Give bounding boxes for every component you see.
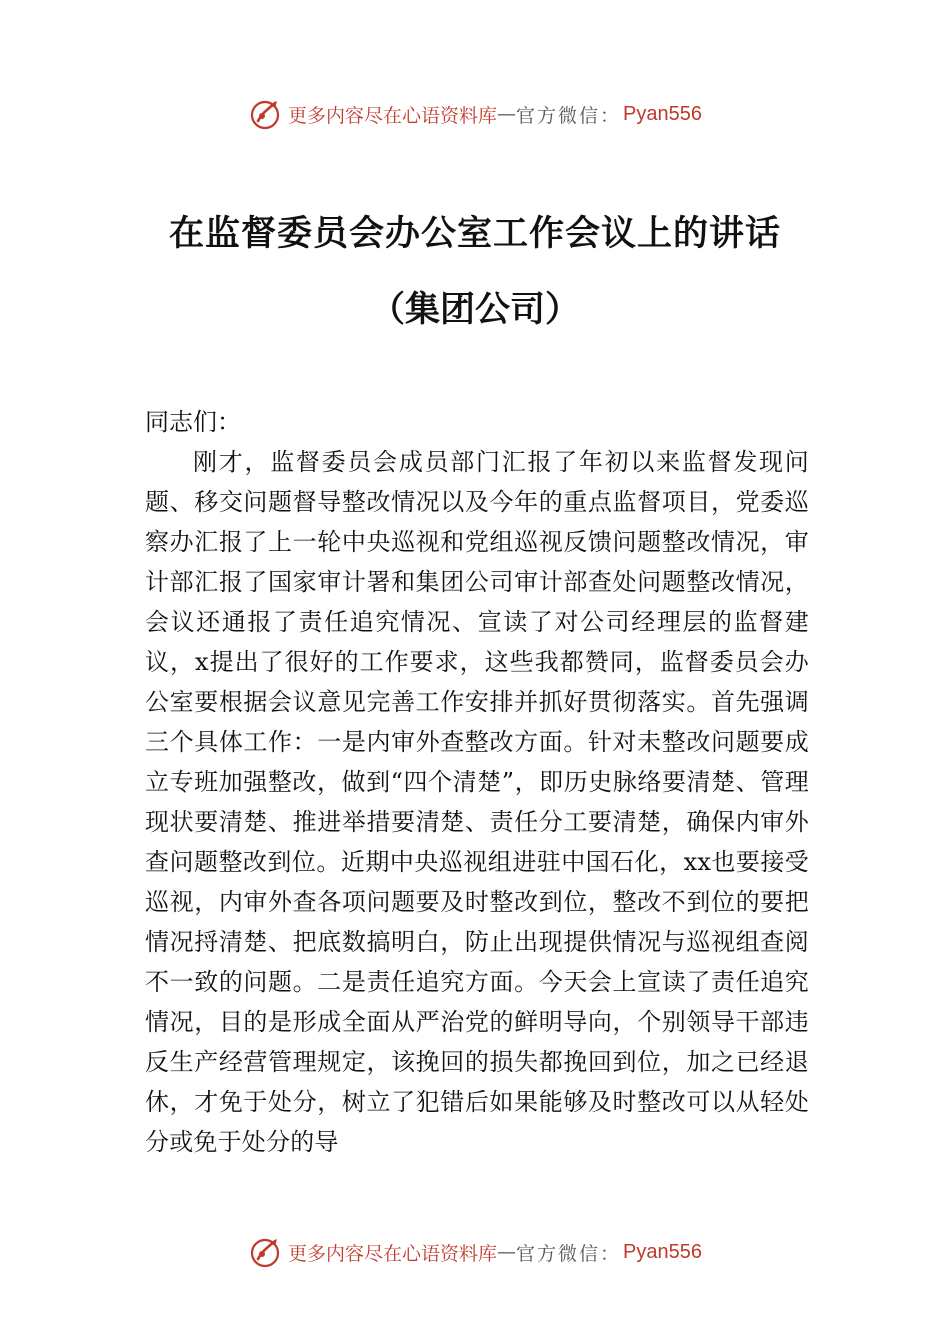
banner-slogan: 更多内容尽在心语资料库 (288, 104, 498, 127)
footer-banner (0, 1232, 950, 1272)
footer-slogan: 更多内容尽在心语资料库 (288, 1242, 498, 1265)
document-body (145, 402, 809, 1162)
footer-wechat-label: 官方微信： (516, 1242, 622, 1265)
document-title: 在监督委员会办公室工作会议上的讲话 (168, 213, 781, 254)
brand-logo-icon (248, 97, 282, 131)
banner-dash: — (497, 103, 517, 125)
footer-wechat-id: Pyan556 (623, 1240, 702, 1263)
brand-logo-icon (248, 1235, 282, 1269)
document-subtitle: （集团公司） (369, 289, 580, 330)
footer-dash: — (497, 1241, 517, 1263)
banner-wechat-label: 官方微信： (516, 104, 622, 127)
body-paragraph: 刚才，监督委员会成员部门汇报了年初以来监督发现问题、移交问题督导整改情况以及今年的重点监督项目，党委巡察办汇报了上一轮中央巡视和党组巡视反馈问题整改情况，审计部汇报了国家审计署和集团公司审计部查处问题整改情况，会议还通报了责任追究情况、宣读了对公司经理层的监督建议，x提出了很好的工作要求，这些我都赞同，监督委员会办公室要根据会议意见完善工作安排并抓好贯彻落实。首先强调三个具体工作：一是内审外查整改方面。针对未整改问题要成立专班加强整改，做到“四个清楚”，即历史脉络要清楚、管理现状要清楚、推进举措要清楚、责任分工要清楚，确保内审外查问题整改到位。近期中央巡视组进驻中国石化，xx也要接受巡视，内审外查各项问题要及时整改到位，整改不到位的要把情况捋清楚、把底数搞明白，防止出现提供情况与巡视组查阅不一致的问题。二是责任追究方面。今天会上宣读了责任追究情况，目的是形成全面从严治党的鲜明导向，个别领导干部违反生产经营管理规定，该挽回的损失都挽回到位，加之已经退休，才免于处分，树立了犯错后如果能够及时整改可以从轻处分或免于处分的导 (145, 448, 809, 1156)
salutation: 同志们： (145, 408, 241, 436)
banner-wechat-id: Pyan556 (623, 102, 702, 125)
header-banner (0, 94, 950, 134)
